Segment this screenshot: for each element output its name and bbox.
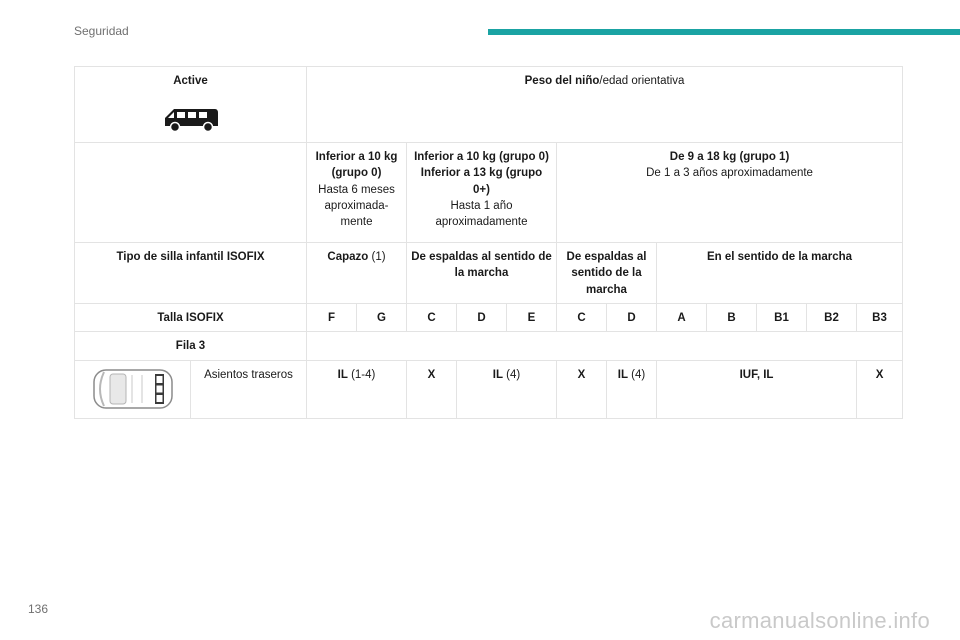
forward-value-cell: IUF, IL — [657, 360, 857, 418]
forward-facing-cell: En el sentido de la marcha — [657, 243, 903, 304]
carrycot-note: (1) — [368, 251, 386, 263]
size-cell: E — [507, 303, 557, 331]
size-cell: B1 — [757, 303, 807, 331]
size-cell: B3 — [857, 303, 903, 331]
size-cell: B — [707, 303, 757, 331]
size-cell: A — [657, 303, 707, 331]
size-cell: G — [357, 303, 407, 331]
row3-heading-row — [75, 332, 903, 360]
carrycot-cell — [307, 243, 407, 304]
size-d-e-value-rest: (4) — [502, 368, 521, 381]
rear-c-value-cell: X — [557, 360, 607, 418]
weight-heading-cell — [307, 67, 903, 143]
group0-cell — [307, 143, 407, 243]
page-number: 136 — [28, 602, 49, 616]
version-row — [75, 67, 903, 143]
group0plus-cell — [407, 143, 557, 243]
empty-cell — [75, 143, 307, 243]
size-d-e-value-bold: IL — [492, 368, 503, 381]
version-cell — [75, 67, 307, 143]
group0plus-age: Hasta 1 año aproximadamente — [435, 199, 528, 229]
size-cell: D — [607, 303, 657, 331]
carrycot-value-bold: IL — [337, 368, 348, 381]
rear-facing-narrow-cell: De espaldas al sentido de la marcha — [557, 243, 657, 304]
carrycot-value-rest: (1-4) — [347, 368, 376, 381]
seat-plan-cell — [75, 360, 191, 418]
size-c-value-cell: X — [407, 360, 457, 418]
vehicle-top-view-icon — [92, 367, 174, 411]
rear-d-value-rest: (4) — [627, 368, 646, 381]
rear-seats-row — [75, 360, 903, 418]
size-cell: C — [557, 303, 607, 331]
group0-title: Inferior a 10 kg (grupo 0) — [315, 151, 398, 180]
isofix-seat-table — [74, 66, 903, 419]
isofix-size-label: Talla ISOFIX — [75, 303, 307, 331]
carrycot-label: Capazo — [327, 251, 369, 263]
rear-d-value-bold: IL — [617, 368, 628, 381]
size-d-e-value-cell — [457, 360, 557, 418]
weight-groups-row — [75, 143, 903, 243]
rear-d-value-cell — [607, 360, 657, 418]
seat-type-label: Tipo de silla infantil ISOFIX — [75, 243, 307, 304]
group1-cell — [557, 143, 903, 243]
group0plus-title-2: Inferior a 13 kg (grupo 0+) — [420, 167, 543, 196]
watermark: carmanualsonline.info — [709, 608, 930, 633]
isofix-size-row — [75, 303, 903, 331]
van-side-view-icon — [161, 105, 221, 133]
carrycot-value-cell — [307, 360, 407, 418]
size-cell: F — [307, 303, 357, 331]
header-accent-bar — [488, 29, 960, 35]
size-cell: C — [407, 303, 457, 331]
group1-title: De 9 a 18 kg (grupo 1) — [669, 151, 790, 163]
weight-heading-rest: /edad orientativa — [599, 75, 685, 87]
weight-heading-bold: Peso del niño — [524, 75, 600, 87]
version-label: Active — [173, 75, 208, 87]
group0-age: Hasta 6 meses aproximada- mente — [318, 183, 395, 229]
row3-label: Fila 3 — [75, 332, 307, 360]
rear-seats-label: Asientos traseros — [191, 360, 307, 418]
rear-facing-wide-cell: De espaldas al sentido de la marcha — [407, 243, 557, 304]
empty-cell — [307, 332, 903, 360]
size-b3-value-cell: X — [857, 360, 903, 418]
size-cell: B2 — [807, 303, 857, 331]
size-cell: D — [457, 303, 507, 331]
seat-type-row — [75, 243, 903, 304]
section-title: Seguridad — [74, 24, 129, 38]
group1-age: De 1 a 3 años aproximadamente — [646, 167, 813, 180]
group0plus-title-1: Inferior a 10 kg (grupo 0) — [414, 151, 549, 163]
